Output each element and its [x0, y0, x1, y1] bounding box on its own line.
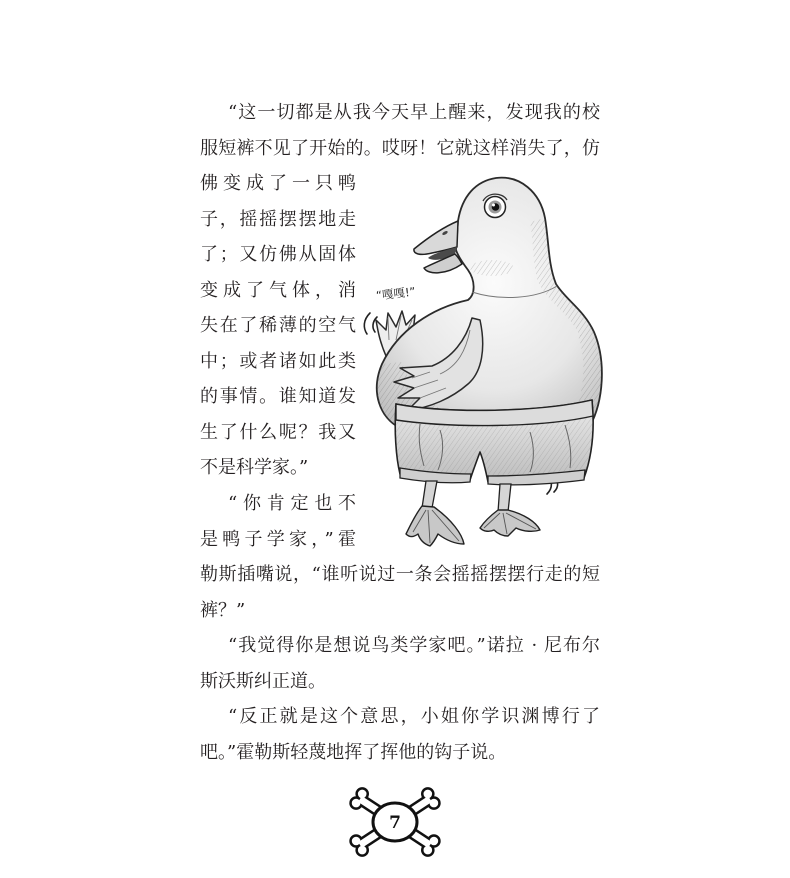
text-line: 吧。”霍勒斯轻蔑地挥了挥他的钩子说。	[200, 741, 507, 763]
duck-leg-left	[422, 481, 437, 508]
text-line: 中；或者诸如此类	[200, 350, 356, 372]
text-line: “这一切都是从我今天早上醒来，发现我的校	[228, 102, 600, 123]
page-number: 7	[389, 813, 401, 833]
bone-knob	[352, 837, 361, 846]
duck-beak	[414, 221, 462, 273]
text-line: 的事情。谁知道发	[200, 386, 356, 408]
eye-highlight	[492, 204, 495, 207]
text-line: 是鸭子学家，”霍	[200, 528, 356, 550]
paragraph-4	[200, 699, 600, 770]
text-line: “我觉得你是想说鸟类学家吧。”诺拉 · 尼布尔	[228, 635, 600, 657]
motion-line	[364, 313, 370, 334]
text-line: 勒斯插嘴说，“谁听说过一条会摇摇摆摆行走的短	[200, 564, 600, 586]
text-line: 了；又仿佛从固体	[200, 244, 356, 266]
bone-knob	[352, 799, 361, 808]
bone-knob	[358, 790, 367, 799]
duck-foot-left	[406, 506, 464, 546]
bone-knob	[358, 846, 367, 855]
text-line: “反正就是这个意思，小姐你学识渊博行了	[228, 706, 600, 728]
bone-knob	[430, 837, 439, 846]
text-line: 生了什么呢？我又	[200, 421, 356, 443]
paragraph-3	[200, 628, 600, 699]
text-line: 斯沃斯纠正道。	[200, 670, 326, 692]
text-line: 佛变成了一只鸭	[200, 173, 356, 195]
duck-shorts	[395, 400, 593, 485]
page-number-badge	[345, 785, 445, 861]
text-line: 子，摇摇摆摆地走	[200, 208, 356, 230]
bone-knob	[424, 790, 433, 799]
sound-effect-text: “嘎嘎!”	[375, 284, 417, 303]
text-line: 变成了气体，消	[200, 279, 356, 301]
text-line: “你肯定也不	[228, 493, 356, 515]
duck-chin-shading	[470, 260, 514, 276]
duck-leg-right	[498, 484, 511, 512]
bone-knob	[424, 846, 433, 855]
text-line: 失在了稀薄的空气	[200, 315, 356, 337]
duck-illustration-icon	[350, 165, 612, 555]
text-line: 不是科学家。”	[200, 457, 309, 479]
text-line: 裤？”	[200, 599, 246, 621]
text-line: 服短裤不见了开始的。哎呀！它就这样消失了，仿	[200, 137, 600, 159]
bone-knob	[430, 799, 439, 808]
